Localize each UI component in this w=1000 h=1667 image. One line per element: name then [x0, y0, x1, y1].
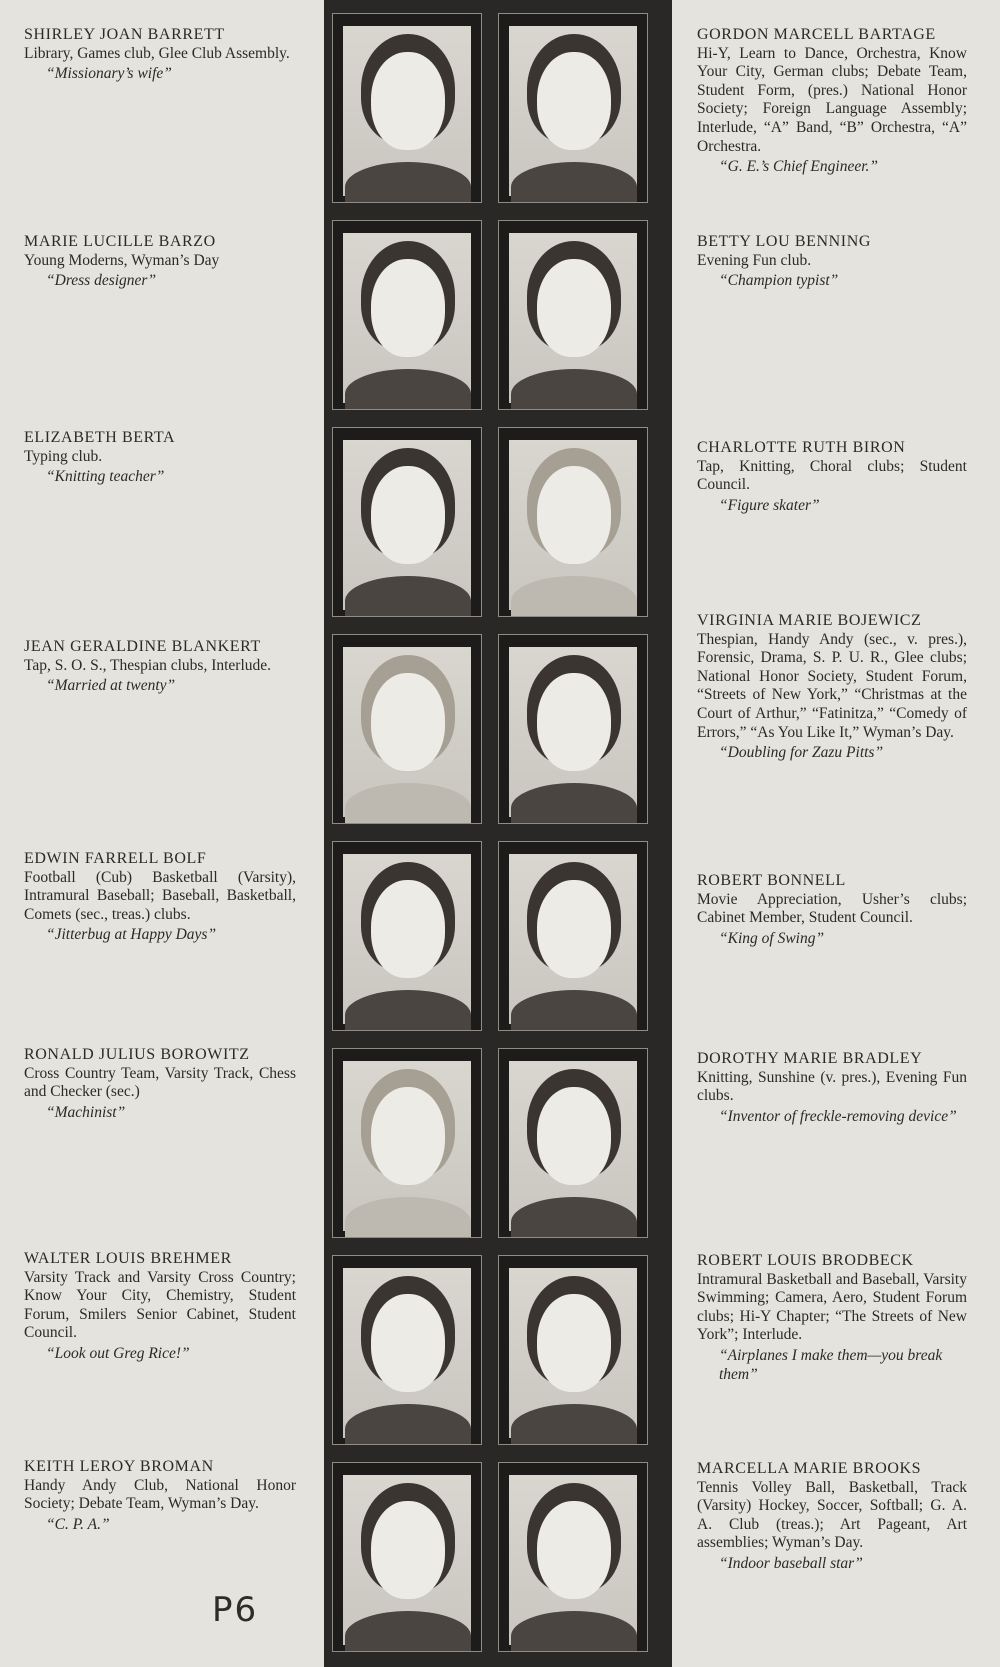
student-quote: “Doubling for Zazu Pitts”: [719, 744, 884, 762]
student-entry-broman: [24, 1458, 296, 1534]
page-number-handwritten: P6: [212, 1590, 259, 1630]
student-activities: Library, Games club, Glee Club Assembly.: [24, 44, 290, 62]
student-activities: Evening Fun club.: [697, 251, 812, 269]
student-activities: Tap, Knitting, Choral clubs; Student Council.: [697, 457, 967, 494]
student-quote: “Missionary’s wife”: [46, 65, 172, 83]
student-name: MARIE LUCILLE BARZO: [24, 233, 216, 250]
portrait-strip: [324, 0, 672, 1667]
portrait-photo: [498, 1048, 648, 1238]
student-quote: “C. P. A.”: [46, 1515, 110, 1533]
student-quote: “Dress designer”: [46, 272, 157, 290]
student-quote: “Indoor baseball star”: [719, 1554, 863, 1572]
student-name: JEAN GERALDINE BLANKERT: [24, 638, 261, 655]
student-name: MARCELLA MARIE BROOKS: [697, 1460, 922, 1477]
portrait-photo: [498, 1462, 648, 1652]
portrait-photo: [498, 634, 648, 824]
portrait-photo: [332, 1048, 482, 1238]
student-activities: Varsity Track and Varsity Cross Country; Know Your City, Chemistry, Student Forum, Smilers Senior Cabinet, Student Council.: [24, 1268, 296, 1342]
student-entry-benning: [697, 233, 967, 291]
student-name: DOROTHY MARIE BRADLEY: [697, 1050, 923, 1067]
student-entry-brooks: [697, 1460, 967, 1574]
student-entry-bonnell: [697, 872, 967, 948]
student-quote: “Figure skater”: [719, 496, 820, 514]
student-name: KEITH LEROY BROMAN: [24, 1458, 214, 1475]
student-quote: “King of Swing”: [719, 929, 825, 947]
student-entry-bradley: [697, 1050, 967, 1126]
student-quote: “Machinist”: [46, 1103, 126, 1121]
student-entry-bojewicz: [697, 612, 967, 763]
student-name: ELIZABETH BERTA: [24, 429, 176, 446]
student-entry-barzo: [24, 233, 296, 291]
student-entry-blankert: [24, 638, 296, 696]
student-name: EDWIN FARRELL BOLF: [24, 850, 207, 867]
student-quote: “Inventor of freckle-removing device”: [719, 1107, 957, 1125]
student-entry-borowitz: [24, 1046, 296, 1122]
student-name: ROBERT LOUIS BRODBECK: [697, 1252, 914, 1269]
student-activities: Young Moderns, Wyman’s Day: [24, 251, 220, 269]
student-name: ROBERT BONNELL: [697, 872, 846, 889]
student-activities: Knitting, Sunshine (v. pres.), Evening Fun clubs.: [697, 1068, 967, 1105]
student-quote: “Look out Greg Rice!”: [46, 1344, 190, 1362]
student-name: GORDON MARCELL BARTAGE: [697, 26, 936, 43]
student-name: VIRGINIA MARIE BOJEWICZ: [697, 612, 922, 629]
student-name: SHIRLEY JOAN BARRETT: [24, 26, 225, 43]
student-quote: “Married at twenty”: [46, 677, 176, 695]
portrait-photo: [332, 1255, 482, 1445]
student-name: RONALD JULIUS BOROWITZ: [24, 1046, 250, 1063]
portrait-photo: [332, 634, 482, 824]
student-activities: Intramural Basketball and Baseball, Varsity Swimming; Camera, Aero, Student Forum clubs; Hi-Y Chapter; “The Streets of New York”; Interlude.: [697, 1270, 967, 1344]
portrait-photo: [332, 13, 482, 203]
portrait-photo: [498, 427, 648, 617]
student-activities: Movie Appreciation, Usher’s clubs; Cabinet Member, Student Council.: [697, 890, 967, 927]
student-quote: “Jitterbug at Happy Days”: [46, 926, 217, 944]
student-name: BETTY LOU BENNING: [697, 233, 872, 250]
portrait-photo: [332, 1462, 482, 1652]
student-activities: Typing club.: [24, 447, 103, 465]
student-activities: Tennis Volley Ball, Basketball, Track (Varsity) Hockey, Soccer, Softball; G. A. A. Club (treas.); Art Pageant, Art assemblies; Wyman’s Day.: [697, 1478, 967, 1552]
portrait-photo: [332, 427, 482, 617]
student-activities: Thespian, Handy Andy (sec., v. pres.), Forensic, Drama, S. P. U. R., Glee clubs; National Honor Society, Student Forum, “Streets of New York,” “Christmas at the Court of Arthur,” “Fatinitza,” “Comedy of Errors,” “As You Like It,” Wyman’s Day.: [697, 630, 967, 741]
student-quote: “Champion typist”: [719, 272, 839, 290]
student-entry-biron: [697, 439, 967, 515]
student-entry-berta: [24, 429, 296, 487]
student-entry-barrett: [24, 26, 296, 84]
portrait-photo: [332, 220, 482, 410]
student-entry-brehmer: [24, 1250, 296, 1364]
student-quote: “Knitting teacher”: [46, 468, 165, 486]
student-entry-brodbeck: [697, 1252, 967, 1384]
student-activities: Tap, S. O. S., Thespian clubs, Interlude.: [24, 656, 272, 674]
student-quote: “G. E.’s Chief Engineer.”: [719, 158, 879, 176]
student-entry-bolf: [24, 850, 296, 945]
student-activities: Cross Country Team, Varsity Track, Chess and Checker (sec.): [24, 1064, 296, 1101]
portrait-photo: [498, 1255, 648, 1445]
portrait-photo: [498, 841, 648, 1031]
student-activities: Football (Cub) Basketball (Varsity), Intramural Baseball; Baseball, Basketball, Comets (sec., treas.) clubs.: [24, 868, 296, 923]
student-quote: “Airplanes I make them—you break them”: [719, 1346, 943, 1383]
portrait-photo: [332, 841, 482, 1031]
student-activities: Hi-Y, Learn to Dance, Orchestra, Know Your City, German clubs; Debate Team, Student Form, (pres.) National Honor Society; Foreign Language Assembly; Interlude, “A” Band, “B” Orchestra, “A” Orchestra.: [697, 44, 967, 155]
portrait-photo: [498, 220, 648, 410]
student-name: WALTER LOUIS BREHMER: [24, 1250, 232, 1267]
portrait-photo: [498, 13, 648, 203]
student-entry-bartage: [697, 26, 967, 177]
student-name: CHARLOTTE RUTH BIRON: [697, 439, 906, 456]
student-activities: Handy Andy Club, National Honor Society; Debate Team, Wyman’s Day.: [24, 1476, 296, 1513]
